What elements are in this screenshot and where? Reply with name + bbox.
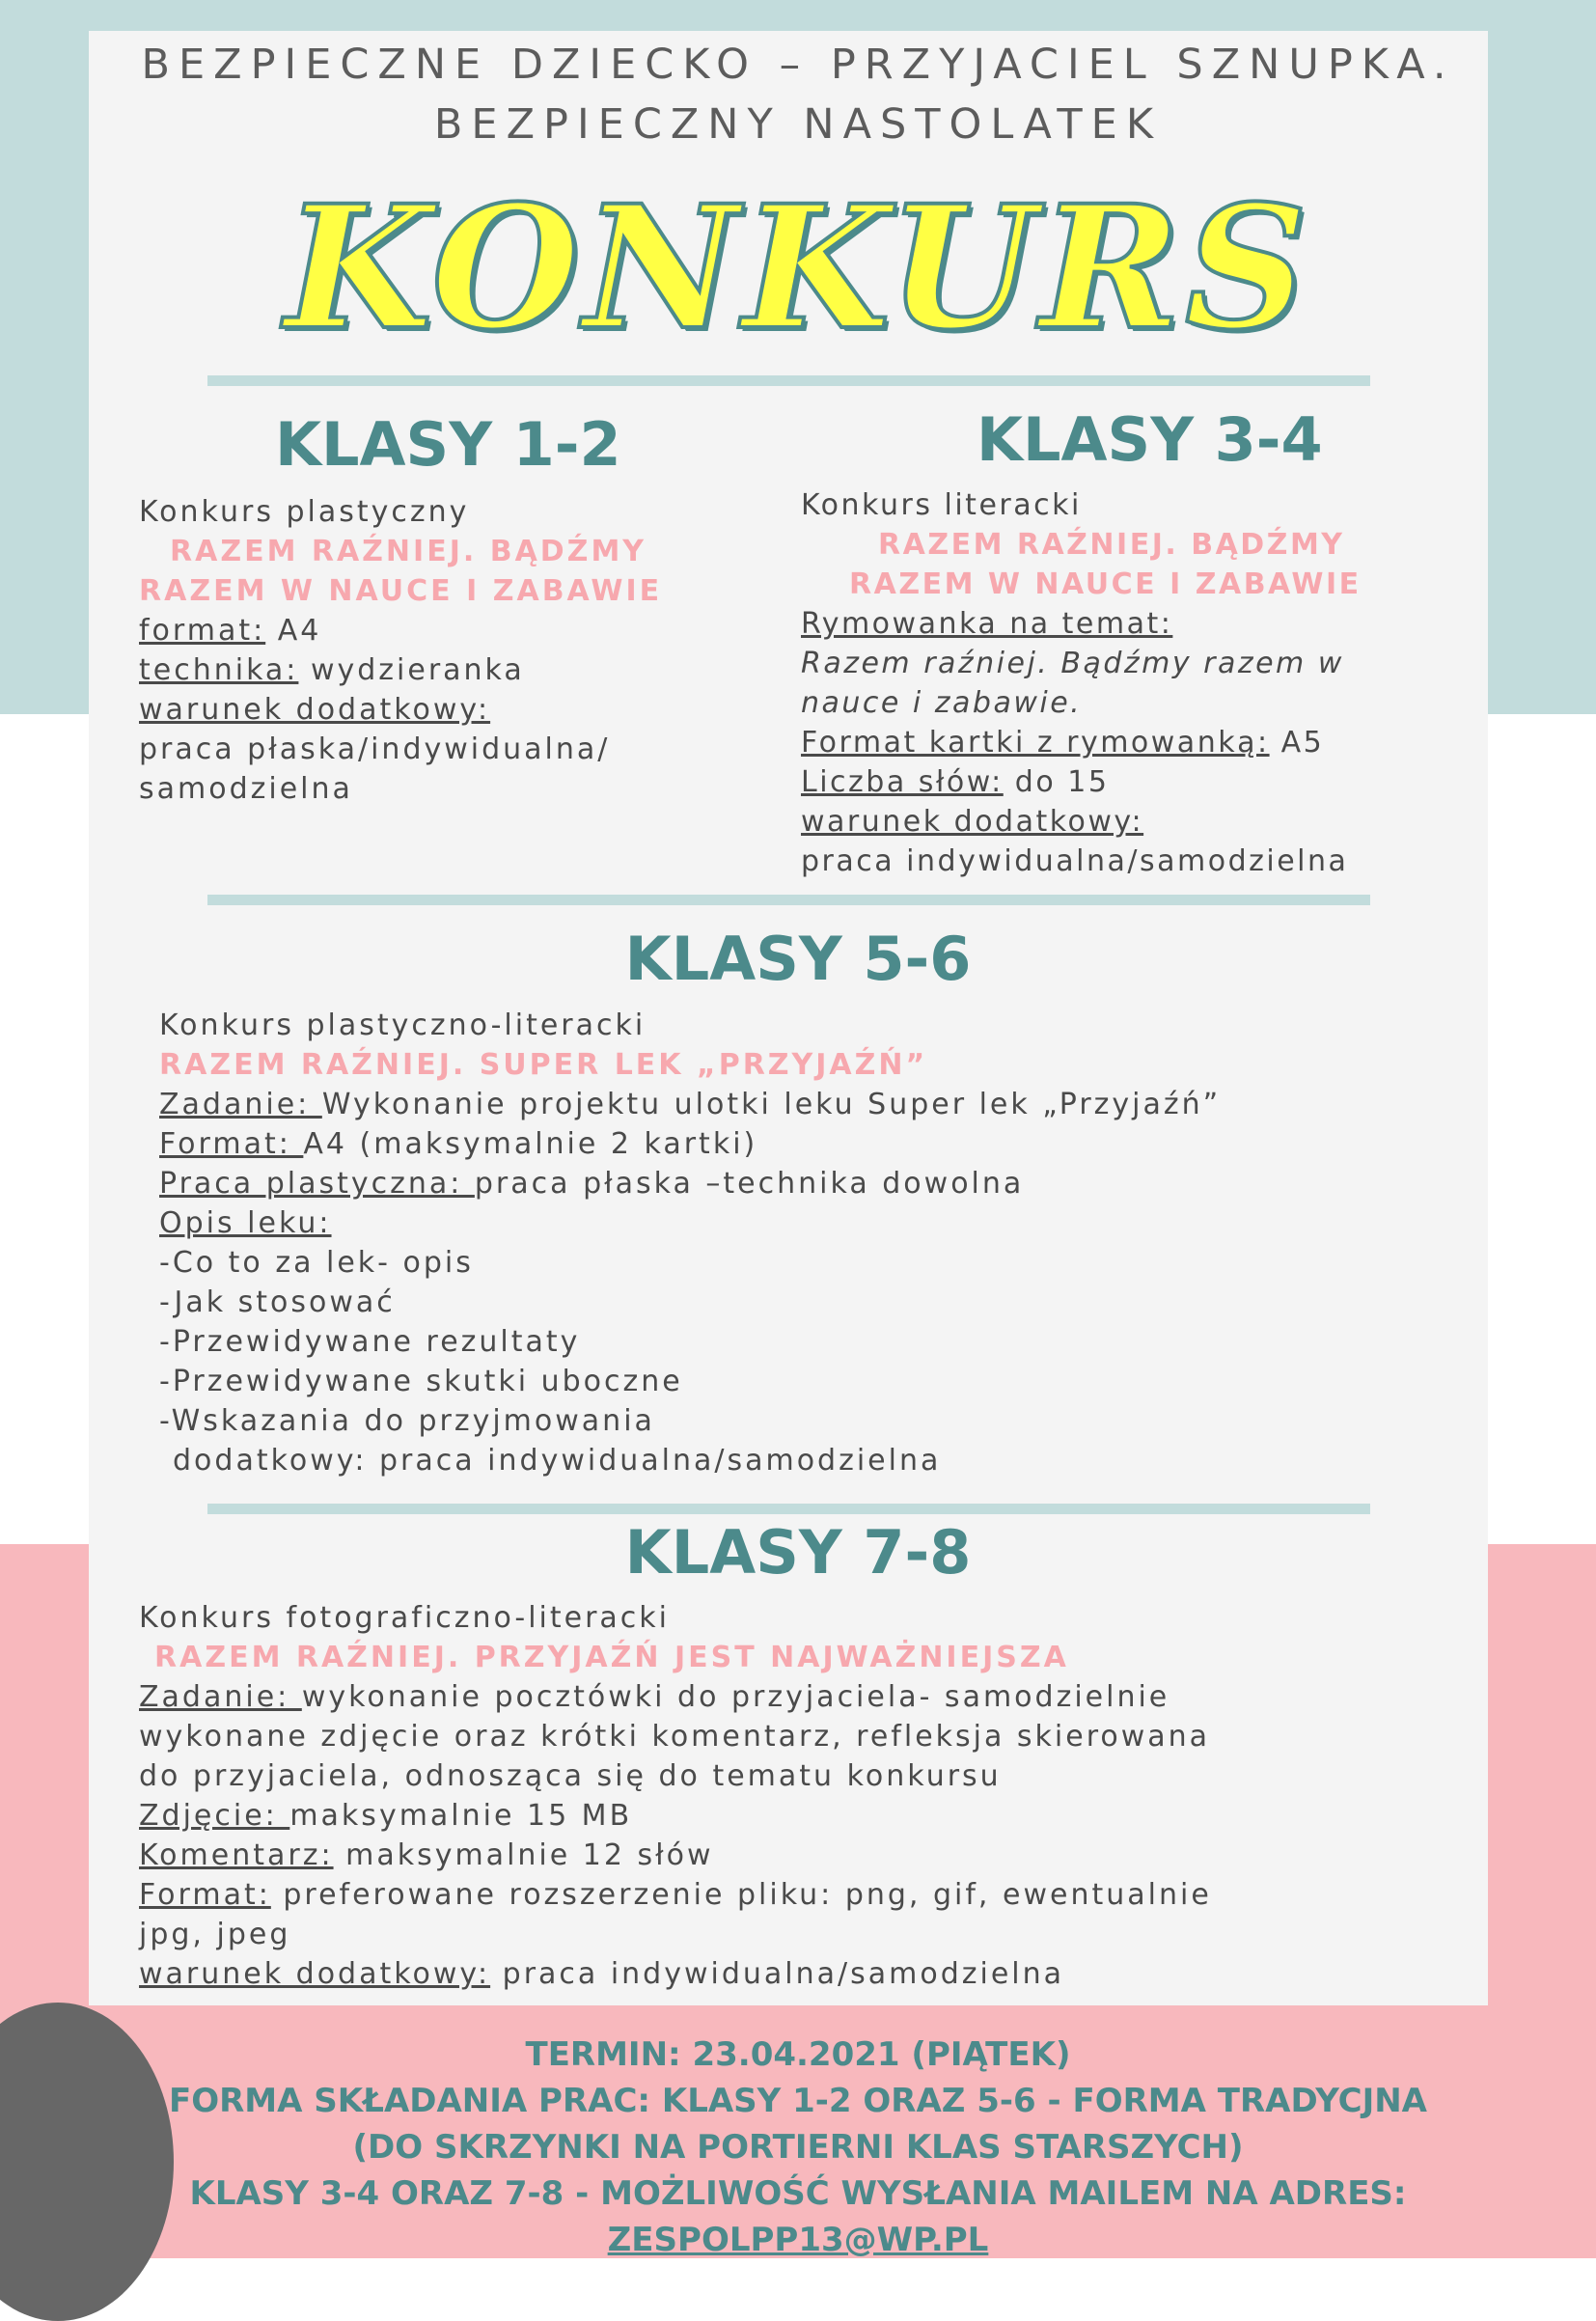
task-row — [159, 1085, 1221, 1124]
condition-value: praca indywidualna/samodzielna — [801, 844, 1349, 878]
heading-klasy-7-8: KLASY 7-8 — [624, 1517, 972, 1588]
list-item: -Co to za lek- opis — [159, 1246, 474, 1280]
format-label: Format kartki z rymowanką: — [801, 726, 1270, 760]
condition-value-2: samodzielna — [139, 772, 353, 806]
contest-type: Konkurs literacki — [801, 488, 1082, 522]
format-value: A4 (maksymalnie 2 kartki) — [303, 1127, 758, 1161]
section-klasy-3-4 — [801, 485, 1362, 881]
contest-type: Konkurs fotograficzno-literacki — [139, 1601, 671, 1635]
format-row — [801, 723, 1362, 762]
condition-row — [139, 1954, 1212, 1994]
contest-theme-line-1: RAZEM RAŹNIEJ. BĄDŹMY — [170, 535, 647, 568]
list-item: -Przewidywane rezultaty — [159, 1325, 581, 1359]
submission-place: (DO SKRZYNKI NA PORTIERNI KLAS STARSZYCH) — [352, 2128, 1244, 2167]
section-klasy-1-2 — [139, 492, 662, 809]
contest-theme-line-2: RAZEM W NAUCE I ZABAWIE — [139, 574, 663, 608]
comment-row — [139, 1836, 1212, 1875]
desc-row — [159, 1203, 1221, 1243]
photo-value: maksymalnie 15 MB — [289, 1799, 633, 1833]
photo-label: Zdjęcie: — [139, 1799, 290, 1833]
format-value-2: jpg, jpeg — [139, 1918, 291, 1951]
extra-condition: dodatkowy: praca indywidualna/samodzielna — [173, 1444, 942, 1478]
format-value-1: preferowane rozszerzenie pliku: png, gif, ewentualnie — [270, 1878, 1212, 1912]
format-row — [139, 611, 662, 650]
task-label: Zadanie: — [139, 1680, 302, 1714]
task-value: Wykonanie projektu ulotki leku Super lek „Przyjaźń” — [321, 1088, 1222, 1121]
condition-label: warunek dodatkowy: — [801, 805, 1144, 839]
format-row — [139, 1875, 1212, 1915]
email-info: KLASY 3-4 ORAZ 7-8 - MOŻLIWOŚĆ WYSŁANIA MAILEM NA ADRES: — [189, 2174, 1407, 2213]
page-title: KONKURS — [285, 168, 1311, 368]
condition-row — [139, 690, 662, 730]
section-klasy-5-6 — [159, 1006, 1221, 1480]
task-row — [139, 1677, 1212, 1717]
format-value: A4 — [265, 614, 322, 648]
topic-label: Rymowanka na temat: — [801, 607, 1173, 641]
comment-label: Komentarz: — [139, 1838, 334, 1872]
format-value: A5 — [1269, 726, 1325, 760]
divider-2 — [207, 895, 1370, 905]
contest-theme-line-1: RAZEM RAŹNIEJ. BĄDŹMY — [878, 528, 1345, 562]
art-label: Praca plastyczna: — [159, 1167, 475, 1201]
words-row — [801, 762, 1362, 802]
divider-1 — [207, 375, 1370, 386]
heading-klasy-5-6: KLASY 5-6 — [624, 924, 972, 994]
contest-theme: RAZEM RAŹNIEJ. PRZYJAŹŃ JEST NAJWAŻNIEJSZA — [154, 1641, 1069, 1674]
footer-info — [0, 2031, 1596, 2263]
header-line-1: BEZPIECZNE DZIECKO – PRZYJACIEL SZNUPKA. — [141, 41, 1455, 89]
list-item: -Jak stosować — [159, 1285, 396, 1319]
topic-row — [801, 604, 1362, 644]
condition-label: warunek dodatkowy: — [139, 1957, 491, 1991]
photo-row — [139, 1796, 1212, 1836]
format-label: Format: — [159, 1127, 304, 1161]
task-value-1: wykonanie pocztówki do przyjaciela- samodzielnie — [301, 1680, 1170, 1714]
format-label: Format: — [139, 1878, 271, 1912]
art-value: praca płaska –technika dowolna — [474, 1167, 1025, 1201]
section-klasy-7-8 — [139, 1598, 1212, 1994]
task-value-2: wykonane zdjęcie oraz krótki komentarz, refleksja skierowana — [139, 1720, 1211, 1754]
submission-form: FORMA SKŁADANIA PRAC: KLASY 1-2 ORAZ 5-6 - FORMA TRADYCJNA — [168, 2082, 1427, 2120]
topic-value-2: nauce i zabawie. — [801, 686, 1083, 720]
desc-label: Opis leku: — [159, 1206, 332, 1240]
contest-type: Konkurs plastyczny — [139, 495, 470, 529]
list-item: -Wskazania do przyjmowania — [159, 1404, 655, 1438]
list-item: -Przewidywane skutki uboczne — [159, 1365, 683, 1398]
topic-value-1: Razem raźniej. Bądźmy razem w — [801, 647, 1344, 680]
deadline: TERMIN: 23.04.2021 (PIĄTEK) — [525, 2035, 1071, 2074]
condition-label: warunek dodatkowy: — [139, 693, 491, 727]
condition-value: praca indywidualna/samodzielna — [490, 1957, 1065, 1991]
contest-theme-line-2: RAZEM W NAUCE I ZABAWIE — [849, 567, 1362, 601]
art-row — [159, 1164, 1221, 1203]
words-value: do 15 — [1003, 765, 1110, 799]
technique-row — [139, 650, 662, 690]
condition-value-1: praca płaska/indywidualna/ — [139, 732, 611, 766]
condition-row — [801, 802, 1362, 842]
contest-theme: RAZEM RAŹNIEJ. SUPER LEK „PRZYJAŹŃ” — [159, 1048, 928, 1082]
format-row — [159, 1124, 1221, 1164]
technique-label: technika: — [139, 653, 299, 687]
task-label: Zadanie: — [159, 1088, 322, 1121]
format-label: format: — [139, 614, 266, 648]
heading-klasy-1-2: KLASY 1-2 — [275, 409, 621, 480]
divider-3 — [207, 1504, 1370, 1514]
header-line-2: BEZPIECZNY NASTOLATEK — [433, 100, 1163, 149]
technique-value: wydzieranka — [298, 653, 525, 687]
comment-value: maksymalnie 12 słów — [333, 1838, 714, 1872]
task-value-3: do przyjaciela, odnosząca się do tematu konkursu — [139, 1759, 1002, 1793]
heading-klasy-3-4: KLASY 3-4 — [977, 404, 1323, 475]
email-link[interactable]: ZESPOLPP13@WP.PL — [607, 2221, 989, 2259]
contest-type: Konkurs plastyczno-literacki — [159, 1009, 647, 1042]
words-label: Liczba słów: — [801, 765, 1004, 799]
